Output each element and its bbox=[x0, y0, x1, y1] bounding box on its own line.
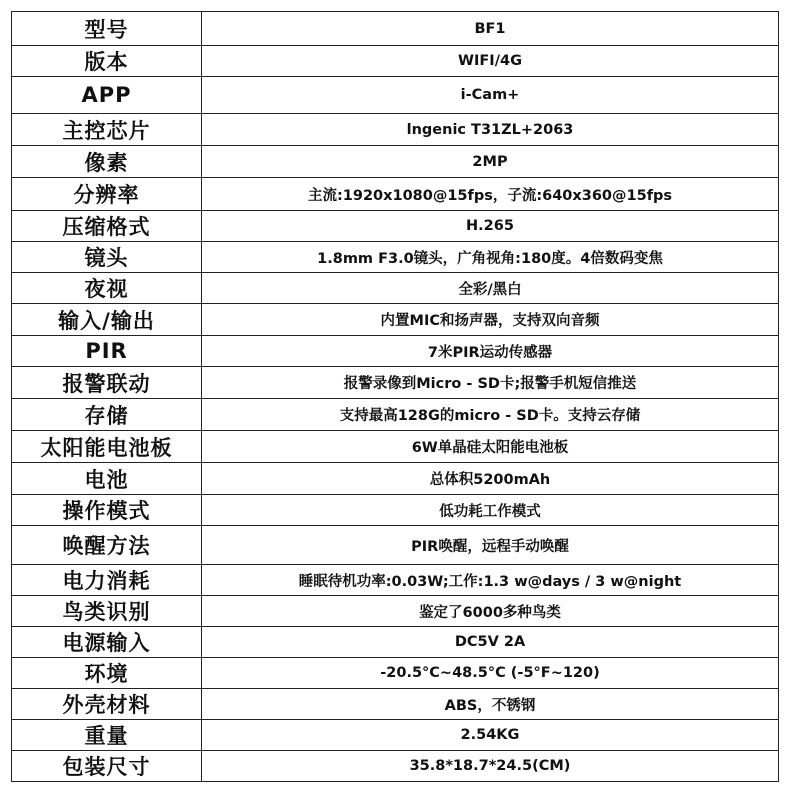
spec-value: ABS，不锈钢 bbox=[202, 689, 779, 720]
spec-row bbox=[12, 399, 779, 431]
spec-label: 包装尺寸 bbox=[12, 751, 202, 782]
spec-value: 2.54KG bbox=[202, 720, 779, 751]
spec-value: -20.5°C~48.5°C (-5°F~120) bbox=[202, 658, 779, 689]
spec-row bbox=[12, 627, 779, 658]
spec-row bbox=[12, 211, 779, 242]
spec-row bbox=[12, 46, 779, 77]
spec-value: PIR唤醒，远程手动唤醒 bbox=[202, 526, 779, 565]
spec-value: DC5V 2A bbox=[202, 627, 779, 658]
spec-value: 支持最高128G的micro - SD卡。支持云存储 bbox=[202, 399, 779, 431]
spec-row bbox=[12, 367, 779, 399]
spec-label: 太阳能电池板 bbox=[12, 431, 202, 463]
spec-label: 鸟类识别 bbox=[12, 596, 202, 627]
spec-label: 重量 bbox=[12, 720, 202, 751]
spec-value: WIFI/4G bbox=[202, 46, 779, 77]
spec-row bbox=[12, 304, 779, 336]
spec-row bbox=[12, 242, 779, 273]
spec-label: 像素 bbox=[12, 146, 202, 178]
spec-label: 主控芯片 bbox=[12, 114, 202, 146]
spec-row bbox=[12, 565, 779, 596]
spec-label: 型号 bbox=[12, 12, 202, 46]
spec-value: BF1 bbox=[202, 12, 779, 46]
spec-label: 镜头 bbox=[12, 242, 202, 273]
spec-row bbox=[12, 273, 779, 304]
spec-row bbox=[12, 751, 779, 782]
spec-label: PIR bbox=[12, 336, 202, 367]
spec-value: 睡眠待机功率:0.03W;工作:1.3 w@days / 3 w@night bbox=[202, 565, 779, 596]
spec-label: 电源输入 bbox=[12, 627, 202, 658]
spec-row bbox=[12, 12, 779, 46]
spec-row bbox=[12, 114, 779, 146]
spec-value: 7米PIR运动传感器 bbox=[202, 336, 779, 367]
spec-row bbox=[12, 495, 779, 526]
spec-row bbox=[12, 336, 779, 367]
spec-label: 存储 bbox=[12, 399, 202, 431]
spec-label: 分辨率 bbox=[12, 178, 202, 211]
spec-label: 版本 bbox=[12, 46, 202, 77]
spec-label: 输入/输出 bbox=[12, 304, 202, 336]
spec-label: 外壳材料 bbox=[12, 689, 202, 720]
spec-value: H.265 bbox=[202, 211, 779, 242]
spec-value: lngenic T31ZL+2063 bbox=[202, 114, 779, 146]
spec-value: 低功耗工作模式 bbox=[202, 495, 779, 526]
spec-row bbox=[12, 720, 779, 751]
spec-value: 1.8mm F3.0镜头，广角视角:180度。4倍数码变焦 bbox=[202, 242, 779, 273]
spec-value: 内置MIC和扬声器，支持双向音频 bbox=[202, 304, 779, 336]
spec-label: 压缩格式 bbox=[12, 211, 202, 242]
spec-value: 鉴定了6000多种鸟类 bbox=[202, 596, 779, 627]
spec-value: 2MP bbox=[202, 146, 779, 178]
spec-value: 主流:1920x1080@15fps，子流:640x360@15fps bbox=[202, 178, 779, 211]
spec-row bbox=[12, 146, 779, 178]
spec-row bbox=[12, 689, 779, 720]
spec-label: 电力消耗 bbox=[12, 565, 202, 596]
spec-value: 6W单晶硅太阳能电池板 bbox=[202, 431, 779, 463]
spec-label: 夜视 bbox=[12, 273, 202, 304]
spec-row bbox=[12, 77, 779, 114]
spec-label: 唤醒方法 bbox=[12, 526, 202, 565]
spec-value: 全彩/黑白 bbox=[202, 273, 779, 304]
spec-row bbox=[12, 463, 779, 495]
spec-row bbox=[12, 596, 779, 627]
spec-label: 操作模式 bbox=[12, 495, 202, 526]
spec-row bbox=[12, 658, 779, 689]
spec-table-body bbox=[12, 12, 779, 782]
spec-row bbox=[12, 178, 779, 211]
spec-value: 报警录像到Micro - SD卡;报警手机短信推送 bbox=[202, 367, 779, 399]
spec-label: 报警联动 bbox=[12, 367, 202, 399]
spec-value: 总体积5200mAh bbox=[202, 463, 779, 495]
spec-label: APP bbox=[12, 77, 202, 114]
spec-value: i-Cam+ bbox=[202, 77, 779, 114]
spec-row bbox=[12, 431, 779, 463]
spec-table bbox=[11, 11, 779, 782]
spec-row bbox=[12, 526, 779, 565]
spec-label: 环境 bbox=[12, 658, 202, 689]
spec-value: 35.8*18.7*24.5(CM) bbox=[202, 751, 779, 782]
spec-label: 电池 bbox=[12, 463, 202, 495]
